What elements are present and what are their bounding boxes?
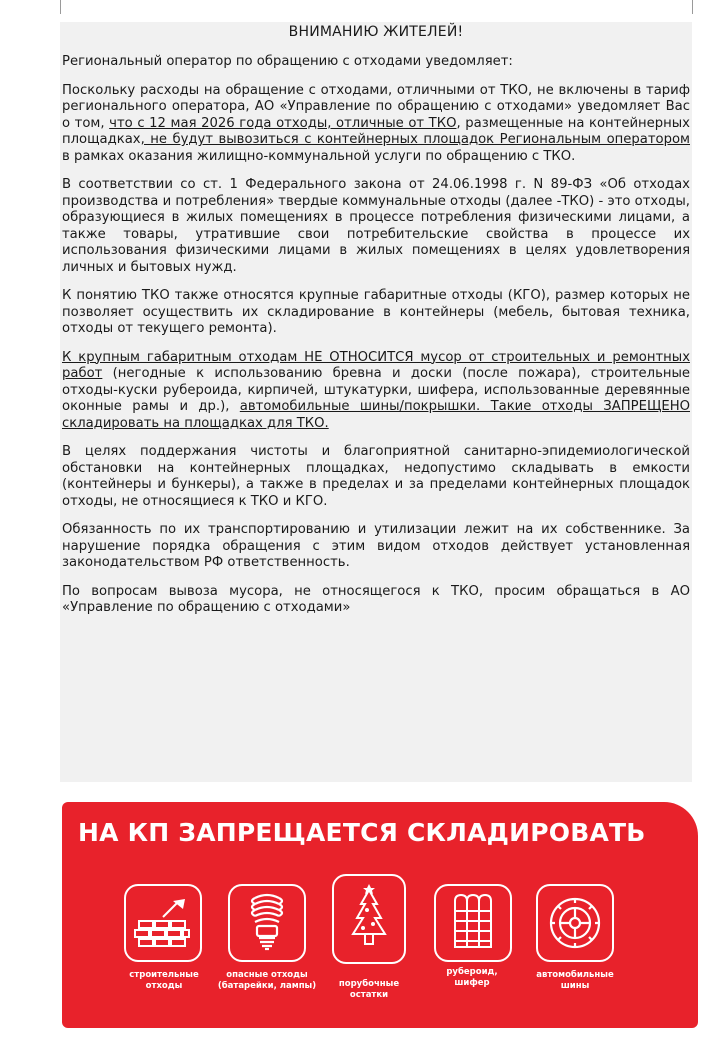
notice-paragraph-5: В целях поддержания чистоты и благоприятной санитарно-эпидемиологической обстановки на контейнерных площадках, недопустимо складывать в емкости (контейнеры и бункеры), а также в пределах и за пределами контейнерных площадок отходы, не относящиеся к ТКО и КГО. [62, 444, 690, 509]
p4-underlined-not-kgo: К крупным габаритным отходам НЕ ОТНОСИТСЯ мусор от строительных и ремонтных работ [62, 349, 690, 381]
item-label-roofing: рубероид, шифер [446, 967, 498, 988]
tire-icon [536, 884, 614, 962]
notice-paragraph-3: К понятию ТКО также относятся крупные габаритные отходы (КГО), размер которых не позволяет осуществить их складирование в контейнеры (мебель, бытовая техника, отходы от текущего ремонта). [62, 288, 690, 336]
item-label-hazardous: опасные отходы (батарейки, лампы) [217, 970, 317, 991]
banner-title: НА КП ЗАПРЕЩАЕТСЯ СКЛАДИРОВАТЬ [78, 818, 646, 847]
p4-underlined-tires: автомобильные шины/покрышки. Такие отходы ЗАПРЕЩЕНО складировать на площадках для ТКО. [62, 399, 690, 431]
prohibited-banner [62, 802, 698, 1028]
p1-text-c: , размещенные на контейнерных площадках [62, 115, 690, 147]
christmas-tree-icon [332, 874, 406, 964]
item-label-construction: строительные отходы [129, 970, 199, 991]
item-label-tires: автомобильные шины [536, 970, 614, 991]
roofing-slate-icon [434, 884, 512, 962]
crop-mark-right [692, 0, 693, 14]
notice-intro: Региональный оператор по обращению с отходами уведомляет: [62, 54, 513, 69]
item-label-logging-residue: порубочные остатки [338, 979, 400, 1000]
notice-document [60, 22, 692, 782]
energy-saving-lamp-icon [228, 884, 306, 962]
notice-paragraph-4 [62, 350, 692, 433]
notice-paragraph-6: Обязанность по их транспортированию и утилизации лежит на их собственнике. За нарушение порядка обращения с этим видом отходов действует установленная законодательством РФ ответственность. [62, 522, 690, 570]
notice-paragraph-7: По вопросам вывоза мусора, не относящегося к ТКО, просим обращаться в АО «Управление по обращению с отходами» [62, 583, 690, 615]
notice-title: ВНИМАНИЮ ЖИТЕЛЕЙ! [288, 24, 464, 40]
bricks-trowel-icon [124, 884, 202, 962]
p4-text-b: (негодные к использованию бревна и доски (после пожара), строительные отходы-куски рубероида, кирпичей, штукатурки, шифера, использованные деревянные оконные рамы и др.), [62, 366, 690, 414]
p1-text-e: в рамках оказания жилищно-коммунальной услуги по обращению с ТКО. [62, 148, 576, 164]
p1-underlined-operator: , не будут вывозиться с контейнерных площадок Региональным оператором [140, 132, 690, 147]
p1-text-a: Поскольку расходы на обращение с отходами, отличными от ТКО, не включены в тариф регионального оператора, АО «Управление по обращению с отходами» уведомляет Вас о том, [62, 82, 690, 131]
crop-mark-left [60, 0, 61, 14]
notice-paragraph-2: В соответствии со ст. 1 Федерального закона от 24.06.1998 г. N 89-ФЗ «Об отходах производства и потребления» твердые коммунальные отходы (далее -ТКО) - это отходы, образующиеся в жилых помещениях в процессе потребления физическими лицами, а также товары, утратившие свои потребительские свойства в процессе их использования физическими лицами в жилых помещениях в целях удовлетворения личных и бытовых нужд. [62, 177, 690, 275]
notice-paragraph-1 [62, 83, 692, 166]
p1-underlined-date: что с 12 мая 2026 года отходы, отличные от ТКО [109, 115, 457, 131]
